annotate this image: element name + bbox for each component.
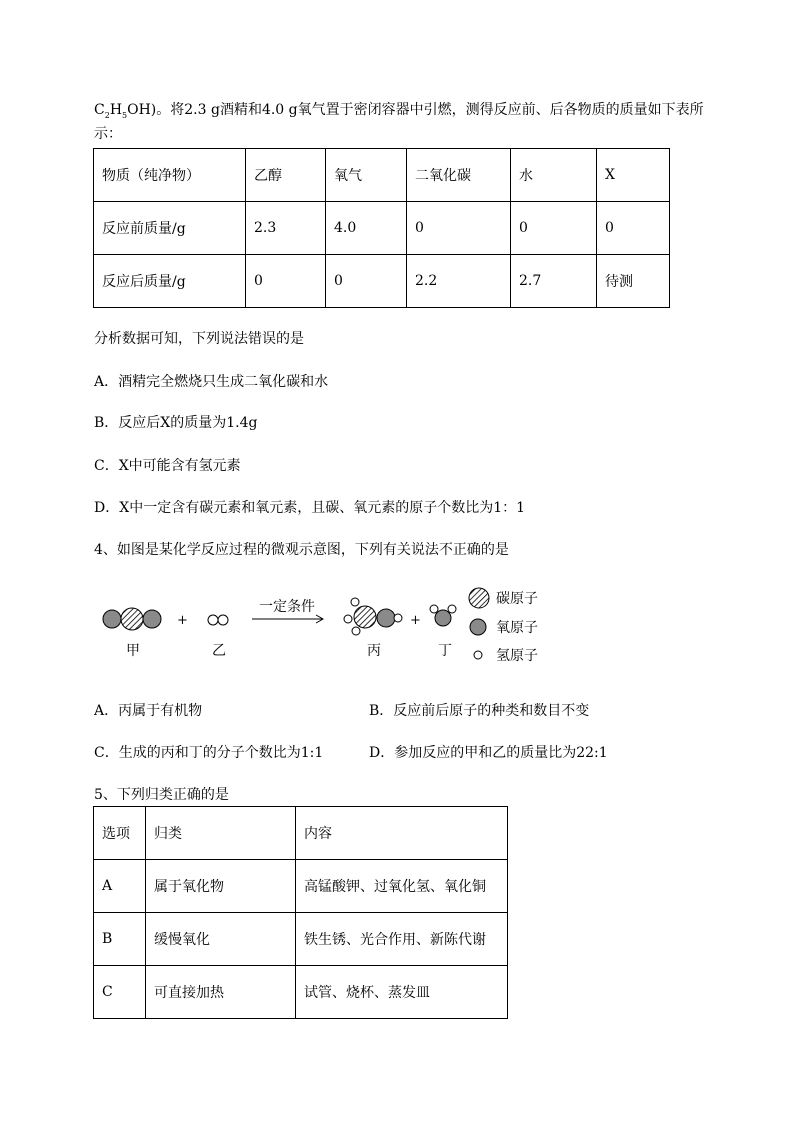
legend-hydrogen-label: 氢原子 [496,648,538,664]
legend-oxygen-label: 氧原子 [496,620,538,636]
classification-table [93,806,508,1019]
label-ding: 丁 [438,643,452,659]
table-header-cell: 二氧化碳 [407,149,511,202]
q3-option-b: B．反应后X的质量为1.4g [94,415,258,431]
table-cell: 0 [326,255,407,308]
table-cell: 0 [246,255,326,308]
table-cell: 待测 [597,255,670,308]
table-cell: 4.0 [326,202,407,255]
table-cell: 反应后质量/g [94,255,246,308]
label-bing: 丙 [367,643,381,659]
table-cell: 缓慢氧化 [146,913,296,966]
table-header-row [94,149,670,202]
table-cell: 铁生锈、光合作用、新陈代谢 [296,913,508,966]
reaction-diagram [94,585,564,670]
q4-option-c: C．生成的丙和丁的分子个数比为1:1 [94,745,324,761]
q3-option-d: D．X中一定含有碳元素和氧元素，且碳、氧元素的原子个数比为1：1 [94,500,526,516]
table-cell: C [94,966,146,1019]
table-cell: 0 [511,202,597,255]
q3-option-c: C．X中可能含有氢元素 [94,458,241,474]
table-row [94,966,508,1019]
table-cell: 0 [407,202,511,255]
table-cell: 可直接加热 [146,966,296,1019]
table-cell: B [94,913,146,966]
table-cell: 2.3 [246,202,326,255]
table-header-cell: 水 [511,149,597,202]
q3-option-a: A．酒精完全燃烧只生成二氧化碳和水 [94,374,329,390]
table-header-cell: 乙醇 [246,149,326,202]
q4-option-b: B．反应前后原子的种类和数目不变 [369,703,590,719]
legend [469,588,538,664]
mass-table [93,148,670,308]
table-row [94,860,508,913]
table-row [94,202,670,255]
reaction-condition: 一定条件 [259,599,315,615]
molecule-yi [208,615,228,625]
table-header-cell: 归类 [146,807,296,860]
q4-option-a: A．丙属于有机物 [94,703,203,719]
table-header-cell: 物质（纯净物） [94,149,246,202]
table-header-cell: 氧气 [326,149,407,202]
table-cell: A [94,860,146,913]
q3-stem: 分析数据可知，下列说法错误的是 [94,331,304,347]
table-row [94,913,508,966]
table-cell: 2.7 [511,255,597,308]
table-cell: 试管、烧杯、蒸发皿 [296,966,508,1019]
reaction-arrow [252,615,323,623]
table-header-cell: 内容 [296,807,508,860]
legend-carbon-label: 碳原子 [496,591,538,607]
label-yi: 乙 [212,643,226,659]
table-cell: 2.2 [407,255,511,308]
table-cell: 属于氧化物 [146,860,296,913]
molecule-jia [103,608,161,630]
table-cell: 高锰酸钾、过氧化氢、氧化铜 [296,860,508,913]
intro-line-1: $C_2H_5OH$)。将2.3 g酒精和4.0 g氧气置于密闭容器中引燃，测得反应前、后各物质的质量如下表所 [94,102,704,120]
molecule-bing [344,598,402,635]
diagram-plus-2: + [410,613,421,628]
q5-stem: 5、下列归类正确的是 [94,787,229,803]
label-jia: 甲 [126,643,140,659]
table-row [94,255,670,308]
table-header-cell: X [597,149,670,202]
table-cell: 0 [597,202,670,255]
diagram-plus-1: + [177,613,188,628]
intro-line-2: 示： [94,126,122,142]
q4-stem: 4、如图是某化学反应过程的微观示意图，下列有关说法不正确的是 [94,542,509,558]
table-cell: 反应前质量/g [94,202,246,255]
table-header-row [94,807,508,860]
molecule-ding [430,605,456,626]
table-header-cell: 选项 [94,807,146,860]
q4-option-d: D．参加反应的甲和乙的质量比为22:1 [369,745,608,761]
